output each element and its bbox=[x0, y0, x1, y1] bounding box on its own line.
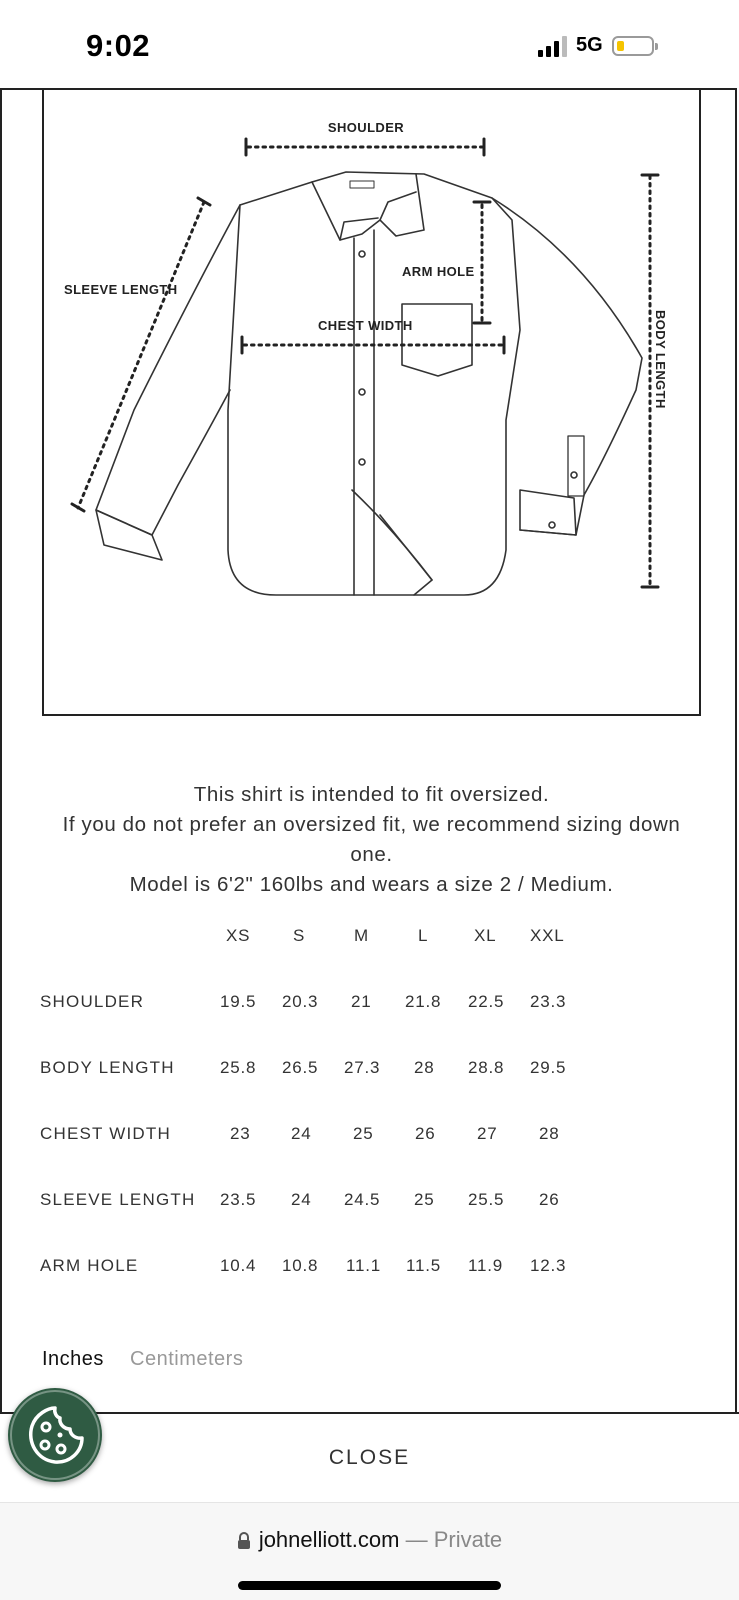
label-body-length: BODY LENGTH bbox=[653, 310, 668, 409]
size-header-m: M bbox=[354, 926, 369, 945]
table-cell: 21.8 bbox=[405, 992, 442, 1011]
table-cell: 27.3 bbox=[344, 1058, 381, 1077]
lock-icon bbox=[237, 1532, 251, 1550]
row-label-shoulder: SHOULDER bbox=[40, 992, 145, 1011]
status-indicators bbox=[538, 34, 654, 57]
status-time: 9:02 bbox=[86, 28, 151, 63]
url-display[interactable] bbox=[0, 1527, 739, 1553]
table-cell: 23.5 bbox=[220, 1190, 257, 1209]
fit-note-line-1: This shirt is intended to fit oversized. bbox=[193, 783, 550, 806]
fit-note-line-3: Model is 6'2" 160lbs and wears a size 2 / Medium. bbox=[129, 873, 614, 896]
table-cell: 26 bbox=[415, 1124, 436, 1143]
table-cell: 25.5 bbox=[468, 1190, 505, 1209]
table-cell: 28 bbox=[539, 1124, 560, 1143]
table-cell: 26.5 bbox=[282, 1058, 319, 1077]
label-shoulder: SHOULDER bbox=[327, 120, 405, 135]
label-chest-width: CHEST WIDTH bbox=[318, 318, 413, 333]
shirt-measurement-diagram bbox=[42, 90, 701, 716]
shirt-outline bbox=[96, 172, 642, 595]
label-arm-hole: ARM HOLE bbox=[402, 264, 475, 279]
battery-icon bbox=[612, 36, 654, 56]
tab-inches[interactable]: Inches bbox=[42, 1348, 104, 1370]
table-cell: 24.5 bbox=[344, 1190, 381, 1209]
table-cell: 25.8 bbox=[220, 1058, 257, 1077]
unit-tabs bbox=[42, 1348, 263, 1371]
table-cell: 19.5 bbox=[220, 992, 257, 1011]
size-header-s: S bbox=[293, 926, 306, 945]
size-header-l: L bbox=[418, 926, 429, 945]
private-label: — Private bbox=[405, 1527, 503, 1552]
table-cell: 28.8 bbox=[468, 1058, 505, 1077]
fit-note-line-2: If you do not prefer an oversized fit, we recommend sizing down one. bbox=[62, 813, 681, 866]
label-sleeve-length: SLEEVE LENGTH bbox=[64, 282, 178, 297]
row-label-arm-hole: ARM HOLE bbox=[40, 1256, 139, 1275]
fit-note bbox=[42, 780, 701, 900]
browser-url-bar[interactable] bbox=[0, 1502, 739, 1600]
row-label-sleeve-length: SLEEVE LENGTH bbox=[40, 1190, 196, 1209]
shirt-illustration bbox=[44, 90, 699, 714]
table-cell: 10.8 bbox=[282, 1256, 319, 1275]
table-cell: 23.3 bbox=[530, 992, 567, 1011]
close-button[interactable]: CLOSE bbox=[328, 1446, 411, 1469]
sleeve-length-line bbox=[78, 202, 204, 508]
cookie-icon bbox=[8, 1388, 102, 1482]
table-cell: 24 bbox=[291, 1124, 312, 1143]
battery-level bbox=[617, 41, 624, 51]
url-domain: johnelliott.com bbox=[258, 1527, 400, 1552]
table-cell: 22.5 bbox=[468, 992, 505, 1011]
tab-centimeters[interactable]: Centimeters bbox=[130, 1348, 244, 1370]
size-header-xl: XL bbox=[474, 926, 497, 945]
table-cell: 10.4 bbox=[220, 1256, 257, 1275]
table-cell: 23 bbox=[230, 1124, 251, 1143]
measurement-lines bbox=[78, 147, 650, 586]
table-cell: 27 bbox=[477, 1124, 498, 1143]
network-label: 5G bbox=[576, 34, 603, 56]
table-cell: 11.5 bbox=[406, 1256, 442, 1275]
size-guide-modal bbox=[0, 88, 737, 1488]
table-cell: 11.9 bbox=[468, 1256, 504, 1275]
home-indicator[interactable] bbox=[238, 1581, 501, 1590]
modal-footer bbox=[0, 1412, 739, 1502]
table-cell: 20.3 bbox=[282, 992, 319, 1011]
table-cell: 24 bbox=[291, 1190, 312, 1209]
table-cell: 21 bbox=[351, 992, 372, 1011]
table-cell: 11.1 bbox=[346, 1256, 382, 1275]
table-cell: 25 bbox=[414, 1190, 435, 1209]
table-cell: 29.5 bbox=[530, 1058, 567, 1077]
table-cell: 25 bbox=[353, 1124, 374, 1143]
table-cell: 26 bbox=[539, 1190, 560, 1209]
table-cell: 12.3 bbox=[530, 1256, 567, 1275]
row-label-body-length: BODY LENGTH bbox=[40, 1058, 175, 1077]
row-label-chest-width: CHEST WIDTH bbox=[40, 1124, 171, 1143]
cookie-settings-button[interactable] bbox=[8, 1388, 102, 1482]
signal-icon bbox=[538, 35, 567, 57]
table-cell: 28 bbox=[414, 1058, 435, 1077]
size-header-xs: XS bbox=[226, 926, 251, 945]
status-bar bbox=[0, 0, 739, 90]
size-header-xxl: XXL bbox=[530, 926, 565, 945]
